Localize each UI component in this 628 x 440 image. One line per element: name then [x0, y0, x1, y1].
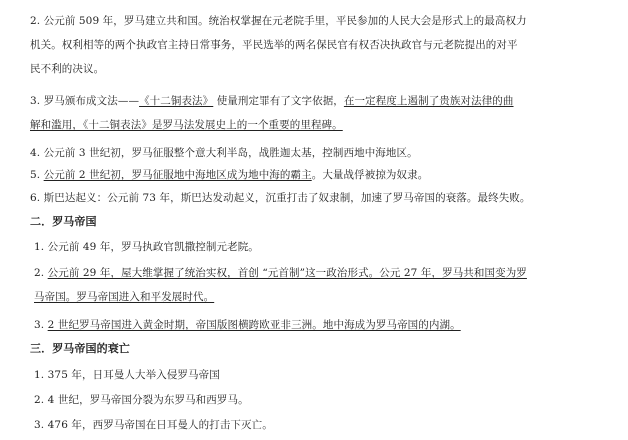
empire-item-2-line-1 [34, 266, 527, 280]
empire-item-2-underlined: 公元前 29 年，屋大维掌握了统治实权，首创 “元首制”这一政治形式。公元 27 年，罗马共和国变为罗 [47, 267, 527, 279]
empire-item-2-number: 2. [34, 267, 48, 279]
item-3-prefix: 3. 罗马颁布成文法—— [30, 95, 140, 107]
empire-item-3-underlined: 2 世纪罗马帝国进入黄金时期，帝国版图横跨欧亚非三洲。地中海成为罗马帝国的内湖。 [47, 319, 461, 331]
item-5-number: 5. [30, 169, 44, 181]
item-3-line-2: 解和滥用，《十二铜表法》是罗马法发展史上的一个重要的里程碑。 [30, 119, 343, 131]
item-5 [30, 168, 428, 182]
section-heading-decline: 三．罗马帝国的衰亡 [30, 342, 130, 355]
empire-item-3 [34, 318, 461, 332]
item-3-underlined-end: 在一定程度上遏制了贵族对法律的曲 [343, 95, 514, 107]
section-heading-roman-empire: 二．罗马帝国 [30, 215, 97, 228]
law-name-underlined: 《十二铜表法》 [139, 95, 214, 107]
item-6: 6. 斯巴达起义：公元前 73 年，斯巴达发动起义，沉重打击了奴隶制，加速了罗马帝国的衰落。最终失败。 [30, 192, 531, 204]
item-2-line-2: 机关。权利相等的两个执政官主持日常事务，平民选举的两名保民官有权否决执政官与元老院提出的对平 [30, 39, 518, 51]
item-5-rest: 。大量战俘被掠为奴隶。 [311, 169, 429, 181]
item-3-middle: 使量刑定罪有了文字依据， [213, 95, 344, 107]
item-5-underlined: 公元前 2 世纪初，罗马征服地中海地区成为地中海的霸主 [43, 169, 312, 181]
item-4: 4. 公元前 3 世纪初，罗马征服整个意大利半岛，战胜迦太基，控制西地中海地区。 [30, 147, 418, 159]
decline-item-2: 2. 4 世纪，罗马帝国分裂为东罗马和西罗马。 [34, 394, 249, 406]
empire-item-3-number: 3. [34, 319, 48, 331]
decline-item-1: 1. 375 年，日耳曼人大举入侵罗马帝国 [34, 369, 220, 381]
decline-item-3: 3. 476 年，西罗马帝国在日耳曼人的打击下灭亡。 [34, 419, 273, 431]
item-2-line-3: 民不利的决议。 [30, 63, 105, 75]
empire-item-2-line-2: 马帝国。罗马帝国进入和平发展时代。 [34, 291, 215, 303]
empire-item-1: 1. 公元前 49 年，罗马执政官凯撒控制元老院。 [34, 241, 259, 253]
item-2-line-1: 2. 公元前 509 年，罗马建立共和国。统治权掌握在元老院手里，平民参加的人民大会是形式上的最高权力 [30, 15, 527, 27]
item-3-line-1 [30, 94, 514, 108]
